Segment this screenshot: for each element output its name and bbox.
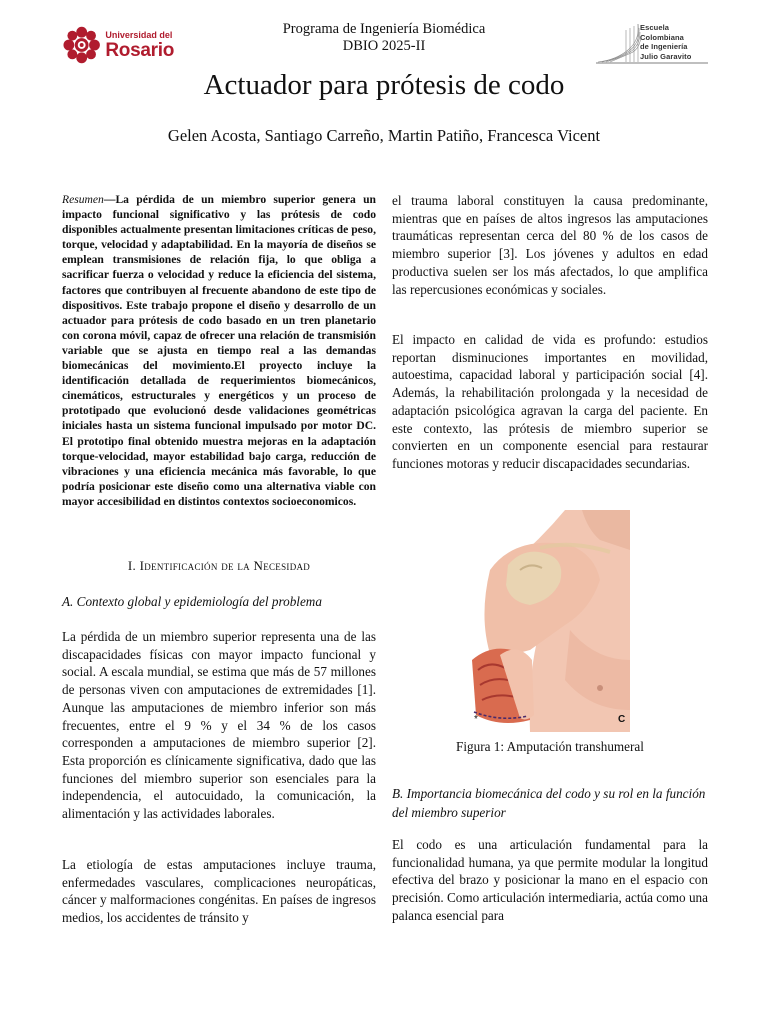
eci-line-1: Escuela <box>640 23 670 32</box>
paragraph-text: el trauma laboral constituyen la causa predominante, mientras que en países de altos ingresos las amputaciones traumáticas representan cerca del 80 % de los casos de miembro superior [3]. Los jóvenes y adultos en edad productiva suelen ser los más afectados, lo que amplifica las repercusiones económicas y sociales. <box>392 193 708 297</box>
eci-line-2: Colombiana <box>640 32 684 42</box>
amputation-illustration <box>470 510 630 732</box>
abstract <box>62 192 376 509</box>
paper-authors: Gelen Acosta, Santiago Carreño, Martin Patiño, Francesca Vicent <box>167 126 601 145</box>
universidad-del-rosario-logo <box>62 22 174 68</box>
escuela-colombiana-logo <box>596 20 708 66</box>
subsection-a-heading: A. Contexto global y epidemiología del problema <box>62 594 322 609</box>
paragraph-text: La etiología de estas amputaciones incluye trauma, enfermedades vasculares, complicaciones neuropáticas, cáncer y malformaciones congénitas. En países de ingresos medios, los accidentes de tránsito y <box>62 857 376 926</box>
eci-line-3: de Ingeniería <box>640 42 688 51</box>
program-name: Programa de Ingeniería Biomédica <box>282 21 486 37</box>
logo-rosario-text: Rosario <box>105 39 174 61</box>
logo-university-text: Universidad del <box>105 29 173 40</box>
rosario-seal-icon <box>62 25 101 65</box>
paragraph-text: El impacto en calidad de vida es profundo: estudios reportan disminuciones importantes en movilidad, autoestima, capacidad laboral y participación social [4]. Además, la rehabilitación prolongada y la necesidad de adaptación psicológica agravan la carga del paciente. En este contexto, las prótesis de miembro superior se convierten en un componente esencial para restaurar funciones motoras y reducir discapacidades secundarias. <box>392 332 708 471</box>
paper-title: Actuador para prótesis de codo <box>203 69 565 101</box>
paragraph-text: El codo es una articulación fundamental para la funcionalidad humana, ya que permite modular la longitud efectiva del brazo y posicionar la mano en el espacio con precisión. Como articulación intermediaria, actúa como una palanca esencial para <box>392 837 708 923</box>
paragraph-etiology <box>62 856 376 927</box>
subsection-b-heading: B. Importancia biomecánica del codo y su rol en la función del miembro superior <box>392 786 706 820</box>
paragraph-epidemiology <box>62 628 376 823</box>
section-heading: I. Identificación de la Necesidad <box>127 558 311 573</box>
figure-label-right: C <box>618 714 626 725</box>
figure-label-left: * <box>474 714 478 725</box>
abstract-label: Resumen <box>62 193 104 206</box>
paragraph-quality-of-life <box>392 331 708 473</box>
course-code: DBIO 2025-II <box>342 38 426 54</box>
figure-transhumeral-amputation <box>470 510 630 732</box>
figure-caption: Figura 1: Amputación transhumeral <box>456 739 644 754</box>
abstract-body: La pérdida de un miembro superior genera un impacto funcional significativo y las prótesis de codo disponibles actualmente presentan limitaciones críticas de peso, torque, velocidad y adaptabilidad. En la mayoría de diseños se emplean transmisiones de relación fija, lo que obliga a sacrificar fuerza o velocidad y reduce la eficiencia del sistema, factores que contribuyen al frecuente abandono de este tipo de dispositivos. Este trabajo propone el diseño y desarrollo de un actuador para prótesis de codo basado en un tren planetario con corona móvil, capaz de ofrecer una relación de transmisión variable que se ajusta en tiempo real a las demandas biomecánicas del movimiento.El proyecto incluye la identificación detallada de requerimientos biomecánicos, cinemáticos, estructurales y energéticos y un proceso de prototipado que evolucionó desde validaciones geométricas iniciales hasta un sistema funcional impulsado por motor DC. El prototipo final obtenido muestra mejoras en la adaptación torque-velocidad, mayor estabilidad bajo carga, reducción de vibraciones y una eficiencia mecánica más favorable, lo que podría posicionar este diseño como una alternativa viable con mayor accesibilidad en distintos contextos socioeconomicos. <box>62 193 376 508</box>
paragraph-etiology-continued <box>392 192 708 298</box>
paragraph-text: La pérdida de un miembro superior representa una de las discapacidades físicas con mayor impacto funcional y social. A escala mundial, se estima que más de 57 millones de personas viven con amputaciones de extremidades [1]. Aunque las amputaciones de miembro inferior son más frecuentes, entre el 9 % y el 34 % de los casos corresponden a amputaciones de miembro superior [2]. Esta proporción es clínicamente significativa, dado que las funciones del miembro superior son esenciales para la independencia, el autocuidado, la comunicación, la alimentación y las actividades laborales. <box>62 629 376 822</box>
program-header <box>230 21 538 55</box>
paragraph-elbow-importance <box>392 836 708 925</box>
abstract-dash: — <box>103 193 116 206</box>
eci-line-4: Julio Garavito <box>640 51 692 61</box>
